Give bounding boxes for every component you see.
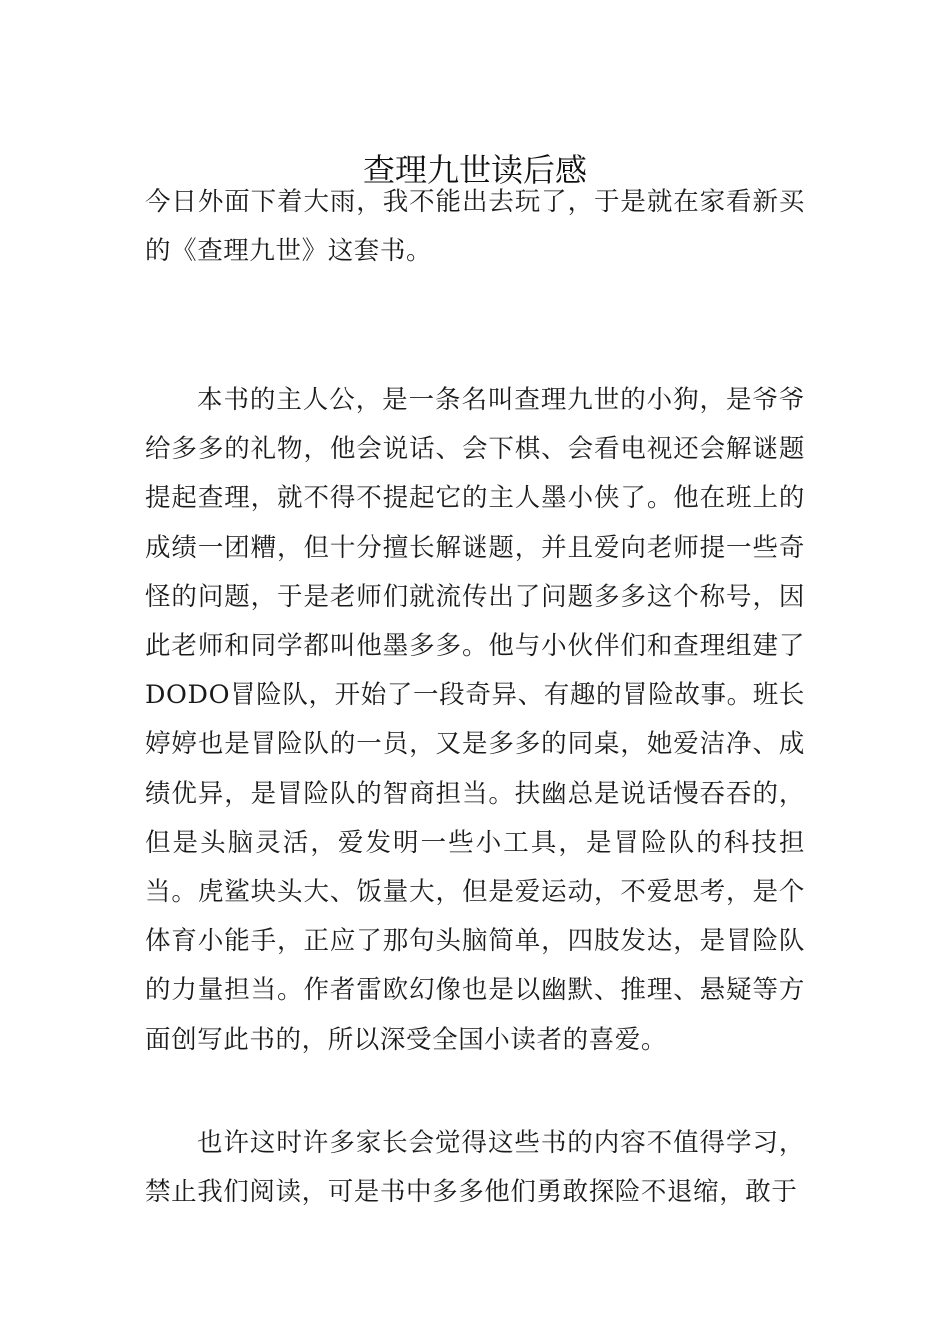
paragraph-intro: 今日外面下着大雨，我不能出去玩了，于是就在家看新买的《查理九世》这套书。	[145, 187, 805, 266]
paragraph-main: 本书的主人公，是一条名叫查理九世的小狗，是爷爷给多多的礼物，他会说话、会下棋、会看电视还会解谜题提起查理，就不得不提起它的主人墨小侠了。他在班上的成绩一团糟，但十分擅长解谜题，并且爱向老师提一些奇怪的问题，于是老师们就流传出了问题多多这个称号，因此老师和同学都叫他墨多多。他与小伙伴们和查理组建了DODO冒险队，开始了一段奇异、有趣的冒险故事。班长婷婷也是冒险队的一员，又是多多的同桌，她爱洁净、成绩优异，是冒险队的智商担当。扶幽总是说话慢吞吞的，但是头脑灵活，爱发明一些小工具，是冒险队的科技担当。虎鲨块头大、饭量大，但是爱运动，不爱思考，是个体育小能手，正应了那句头脑简单，四肢发达，是冒险队的力量担当。作者雷欧幻像也是以幽默、推理、悬疑等方面创写此书的，所以深受全国小读者的喜爱。	[145, 385, 805, 1055]
document-title: 查理九世读后感	[362, 151, 587, 190]
paragraph-continued: 也许这时许多家长会觉得这些书的内容不值得学习，禁止我们阅读，可是书中多多他们勇敢探险不退缩，敢于	[145, 1128, 805, 1207]
